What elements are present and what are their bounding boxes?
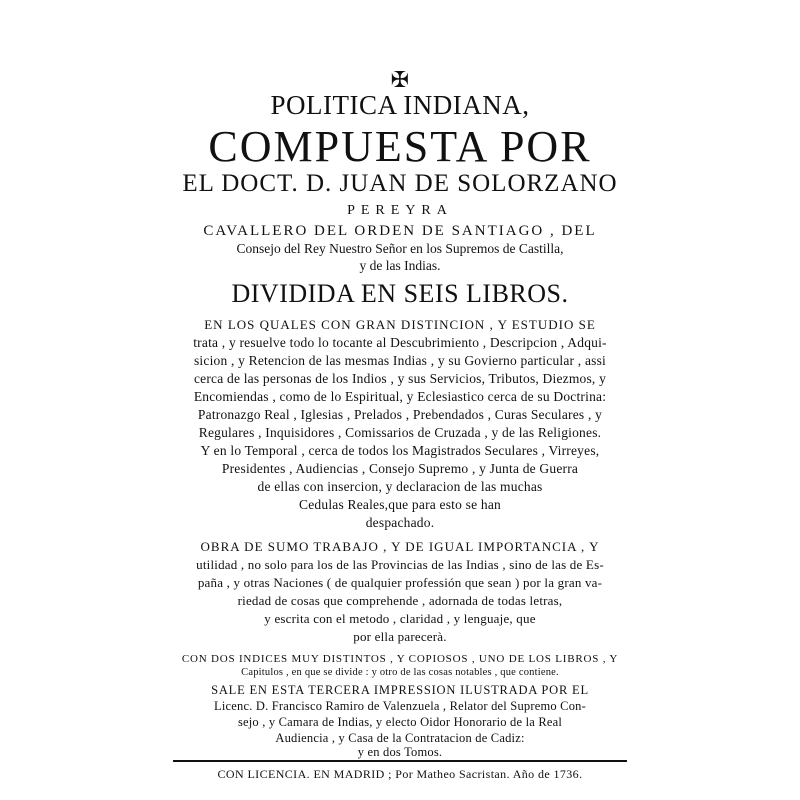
council-line-2: y de las Indias. — [359, 258, 441, 273]
summary-line: cerca de las personas de los Indios , y sus Servicios, Tributos, Diezmos, y — [193, 371, 607, 386]
work-line: por ella parecerà. — [353, 629, 447, 644]
summary-line: despachado. — [365, 515, 435, 530]
summary-line: Y en lo Temporal , cerca de todos los Magistrados Seculares , Virreyes, — [200, 443, 600, 458]
author-line: EL DOCT. D. JUAN DE SOLORZANO — [182, 170, 618, 197]
title-line-2: COMPUESTA POR — [208, 122, 592, 171]
work-line: riedad de cosas que comprehende , adornada de todas letras, — [237, 593, 563, 608]
edition-line: sejo , y Camara de Indias, y electo Oidor Honorario de la Real — [237, 715, 563, 729]
imprint-line: CON LICENCIA. EN MADRID ; Por Matheo Sacristan. Año de 1736. — [217, 767, 583, 781]
summary-line: Patronazgo Real , Iglesias , Prelados , Prebendados , Curas Seculares , y — [197, 407, 603, 422]
summary-line: Regulares , Inquisidores , Comissarios de Cruzada , y de las Religiones. — [198, 425, 602, 440]
summary-line: EN LOS QUALES CON GRAN DISTINCION , Y ESTUDIO SE — [204, 317, 596, 332]
edition-line: y en dos Tomos. — [357, 745, 443, 759]
summary-line: de ellas con insercion, y declaracion de las muchas — [257, 479, 543, 494]
edition-line: Licenc. D. Francisco Ramiro de Valenzuela , Relator del Supremo Con- — [214, 699, 586, 713]
imprint-rule — [173, 760, 627, 762]
work-line: utilidad , no solo para los de las Provincias de las Indias , sino de las de Es- — [196, 557, 604, 572]
work-line: OBRA DE SUMO TRABAJO , Y DE IGUAL IMPORTANCIA , Y — [200, 539, 600, 554]
divided-heading: DIVIDIDA EN SEIS LIBROS. — [231, 279, 569, 308]
work-line: paña , y otras Naciones ( de qualquier professión que sean ) por la gran va- — [197, 575, 603, 590]
edition-line: SALE EN ESTA TERCERA IMPRESSION ILUSTRADA POR EL — [211, 683, 589, 697]
knight-order-line: CAVALLERO DEL ORDEN DE SANTIAGO , DEL — [203, 223, 597, 239]
council-line-1: Consejo del Rey Nuestro Señor en los Supremos de Castilla, — [236, 241, 564, 256]
summary-line: Encomiendas , como de lo Espiritual, y Eclesiastico cerca de su Doctrina: — [193, 389, 607, 404]
author-surname: PEREYRA — [347, 203, 453, 218]
summary-line: Presidentes , Audiencias , Consejo Supremo , y Junta de Guerra — [221, 461, 579, 476]
summary-line: sicion , y Retencion de las mesmas Indias , y su Govierno particular , assi — [193, 353, 607, 368]
summary-line: trata , y resuelve todo lo tocante al Descubrimiento , Descripcion , Adqui- — [193, 335, 607, 350]
summary-line: Cedulas Reales,que para esto se han — [299, 497, 501, 512]
index-line: Capitulos , en que se divide : y otro de las cosas notables , que contiene. — [241, 667, 559, 678]
cross-ornament-icon: ✠ — [390, 68, 410, 93]
edition-line: Audiencia , y Casa de la Contratacion de Cadiz: — [275, 731, 525, 745]
index-line: CON DOS INDICES MUY DISTINTOS , Y COPIOSOS , UNO DE LOS LIBROS , Y — [181, 653, 619, 665]
title-line-1: POLITICA INDIANA, — [270, 90, 530, 120]
work-line: y escrita con el metodo , claridad , y lenguaje, que — [264, 611, 536, 626]
